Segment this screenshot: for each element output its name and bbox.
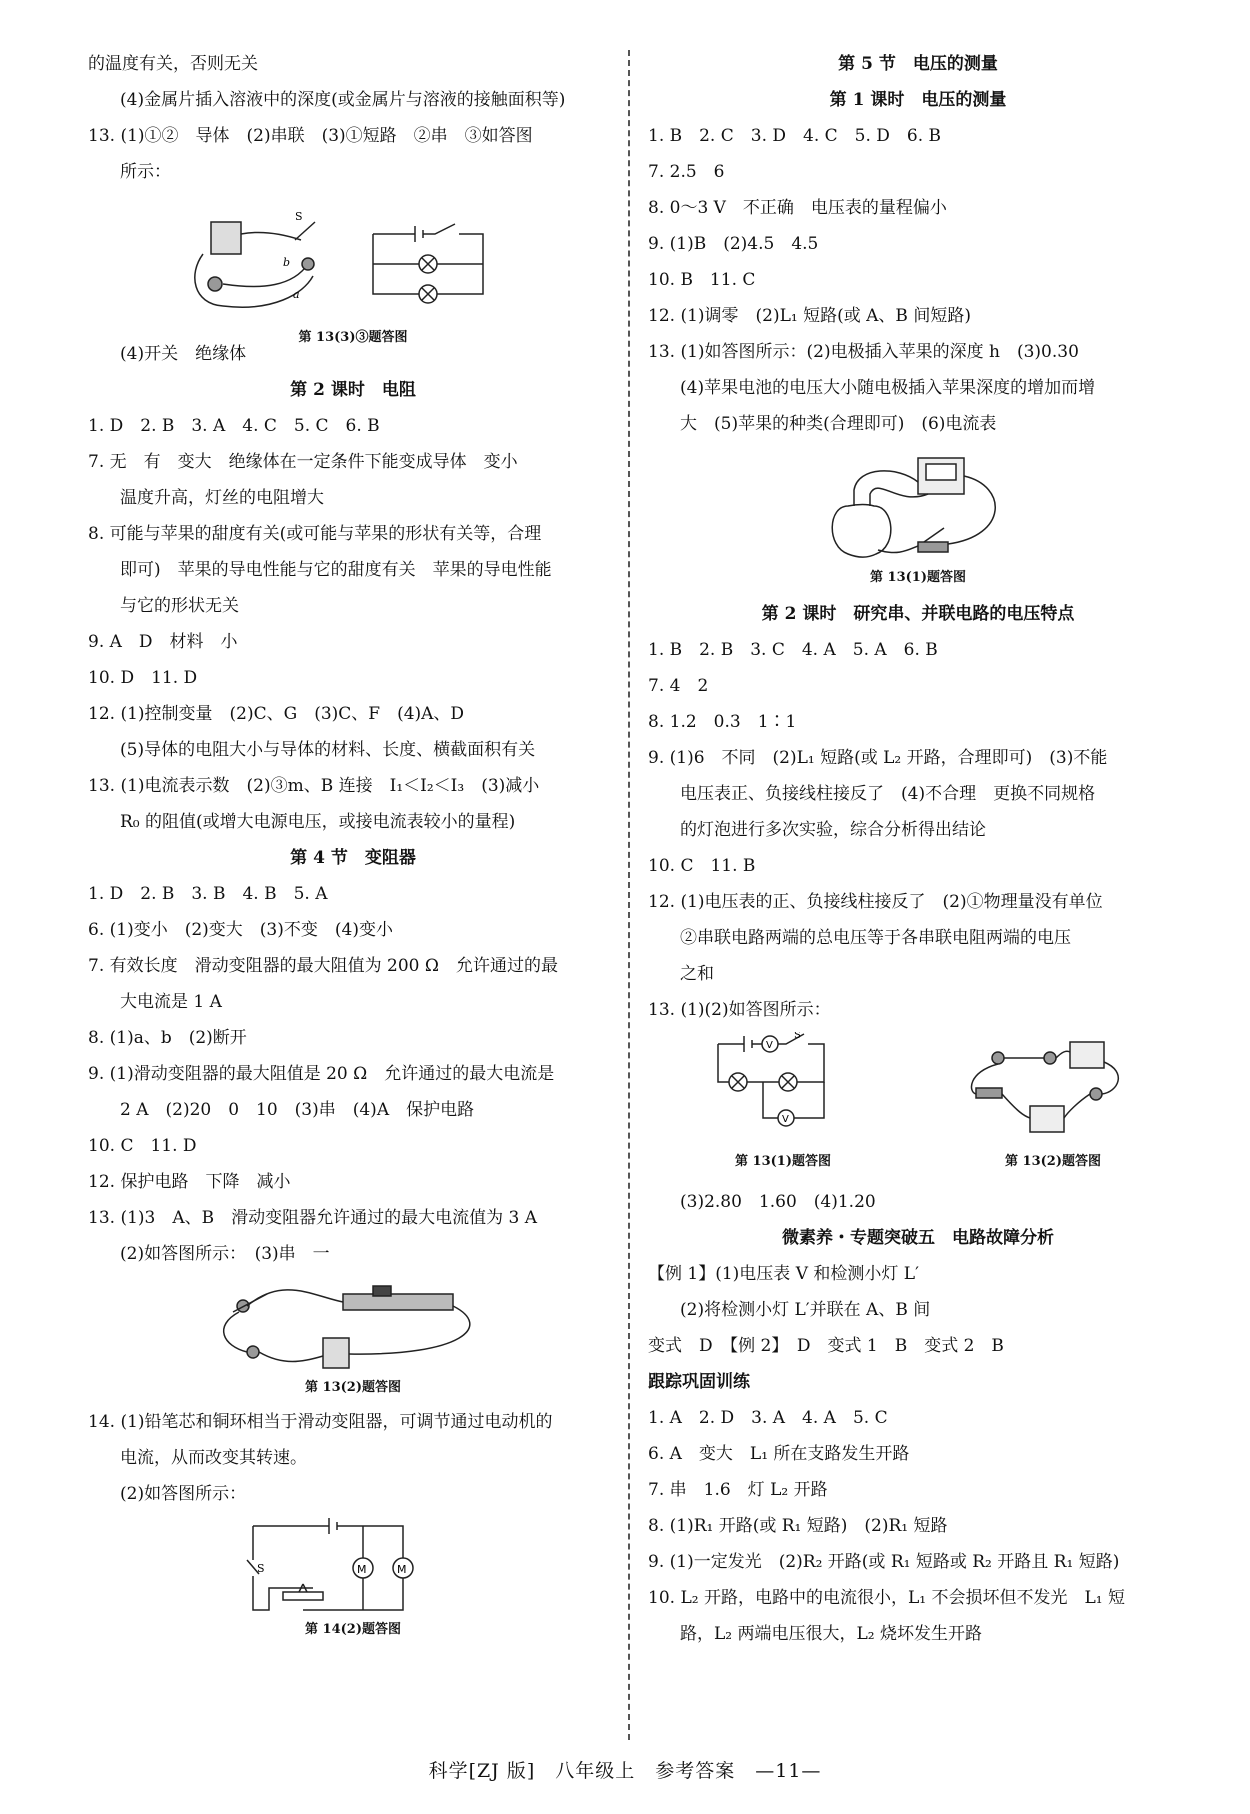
text-line: 温度升高，灯丝的电阻增大 bbox=[120, 488, 324, 508]
text-line: 8. (1)R₁ 开路(或 R₁ 短路) (2)R₁ 短路 bbox=[648, 1516, 948, 1536]
figure-13-1-2-voltage bbox=[648, 1032, 1188, 1182]
page-footer: 科学[ZJ 版] 八年级上 参考答案 —11— bbox=[428, 1760, 822, 1782]
text-line: (3)2.80 1.60 (4)1.20 bbox=[680, 1192, 876, 1212]
text-line: 8. 1.2 0.3 1∶1 bbox=[648, 712, 797, 732]
text-line: 路，L₂ 两端电压很大，L₂ 烧坏发生开路 bbox=[680, 1624, 983, 1644]
text-line: 13. (1)电流表示数 (2)③m、B 连接 I₁＜I₂＜I₃ (3)减小 bbox=[88, 776, 540, 796]
text-line: 7. 无 有 变大 绝缘体在一定条件下能变成导体 变小 bbox=[88, 452, 518, 472]
text-line: 7. 有效长度 滑动变阻器的最大阻值为 200 Ω 允许通过的最 bbox=[88, 956, 558, 976]
text-line: 9. A D 材料 小 bbox=[88, 632, 238, 652]
text-line: 7. 4 2 bbox=[648, 676, 709, 696]
text-line: 10. D 11. D bbox=[88, 668, 198, 688]
rheostat-circuit-icon bbox=[203, 1276, 503, 1376]
text-line: 变式 D 【例 2】 D 变式 1 B 变式 2 B bbox=[648, 1336, 1004, 1356]
figure-13-2-rheostat bbox=[88, 1276, 618, 1402]
text-line: ②串联电路两端的总电压等于各串联电阻两端的电压 bbox=[680, 928, 1071, 948]
text-line: 9. (1)6 不同 (2)L₁ 短路(或 L₂ 开路，合理即可) (3)不能 bbox=[648, 748, 1108, 768]
figure-caption: 第 13(3)③题答图 bbox=[298, 330, 408, 345]
text-line: (2)如答图所示： (3)串 一 bbox=[120, 1244, 330, 1264]
text-line: 即可) 苹果的导电性能与它的甜度有关 苹果的导电性能 bbox=[120, 560, 552, 580]
text-line: 12. 保护电路 下降 减小 bbox=[88, 1172, 291, 1192]
text-line: 1. B 2. C 3. D 4. C 5. D 6. B bbox=[648, 126, 942, 146]
section-heading: 第 2 课时 研究串、并联电路的电压特点 bbox=[761, 604, 1075, 624]
figure-caption: 第 14(2)题答图 bbox=[305, 1622, 401, 1637]
figure-caption: 第 13(1)题答图 bbox=[870, 570, 966, 585]
text-line: 大 (5)苹果的种类(合理即可) (6)电流表 bbox=[680, 414, 997, 434]
svg-text:V: V bbox=[766, 1040, 773, 1051]
text-line: (4)金属片插入溶液中的深度(或金属片与溶液的接触面积等) bbox=[120, 90, 566, 110]
text-line: 1. A 2. D 3. A 4. A 5. C bbox=[648, 1408, 888, 1428]
figure-14-2 bbox=[88, 1516, 618, 1646]
text-line: 13. (1)①② 导体 (2)串联 (3)①短路 ②串 ③如答图 bbox=[88, 126, 533, 146]
section-heading: 第 4 节 变阻器 bbox=[290, 848, 416, 868]
text-line: 9. (1)滑动变阻器的最大阻值是 20 Ω 允许通过的最大电流是 bbox=[88, 1064, 555, 1084]
text-line: 8. (1)a、b (2)断开 bbox=[88, 1028, 247, 1048]
text-line: 14. (1)铅笔芯和铜环相当于滑动变阻器，可调节通过电动机的 bbox=[88, 1412, 553, 1432]
svg-text:a: a bbox=[293, 288, 300, 301]
text-line: R₀ 的阻值(或增大电源电压，或接电流表较小的量程) bbox=[120, 812, 516, 832]
text-line: 8. 可能与苹果的甜度有关(或可能与苹果的形状有关等，合理 bbox=[88, 524, 542, 544]
text-line: 12. (1)调零 (2)L₁ 短路(或 A、B 间短路) bbox=[648, 306, 971, 326]
svg-text:M: M bbox=[357, 1563, 367, 1576]
svg-text:S: S bbox=[794, 1032, 801, 1041]
text-line: 之和 bbox=[680, 964, 714, 984]
figure-caption: 第 13(2)题答图 bbox=[305, 1380, 401, 1395]
section-heading: 微素养・专题突破五 电路故障分析 bbox=[782, 1228, 1054, 1248]
text-line: 13. (1)(2)如答图所示： bbox=[648, 1000, 831, 1020]
svg-text:V: V bbox=[782, 1114, 789, 1125]
section-heading: 第 1 课时 电压的测量 bbox=[829, 90, 1007, 110]
text-line: 7. 串 1.6 灯 L₂ 开路 bbox=[648, 1480, 828, 1500]
text-line: (4)苹果电池的电压大小随电极插入苹果深度的增加而增 bbox=[680, 378, 1096, 398]
text-line: 13. (1)如答图所示：(2)电极插入苹果的深度 h (3)0.30 bbox=[648, 342, 1079, 362]
practice-heading: 跟踪巩固训练 bbox=[648, 1372, 750, 1392]
text-line: 电压表正、负接线柱接反了 (4)不合理 更换不同规格 bbox=[680, 784, 1096, 804]
text-line: 12. (1)控制变量 (2)C、G (3)C、F (4)A、D bbox=[88, 704, 465, 724]
text-line: 6. (1)变小 (2)变大 (3)不变 (4)变小 bbox=[88, 920, 393, 940]
text-line: 的灯泡进行多次实验，综合分析得出结论 bbox=[680, 820, 986, 840]
text-line: 1. D 2. B 3. A 4. C 5. C 6. B bbox=[88, 416, 380, 436]
svg-text:b: b bbox=[283, 256, 291, 269]
text-line: 10. C 11. D bbox=[88, 1136, 197, 1156]
section-heading: 第 5 节 电压的测量 bbox=[838, 54, 998, 74]
text-line: 的温度有关，否则无关 bbox=[88, 54, 258, 74]
text-line: 13. (1)3 A、B 滑动变阻器允许通过的最大电流值为 3 A bbox=[88, 1208, 538, 1228]
text-line: (4)开关 绝缘体 bbox=[120, 344, 247, 364]
text-line: 大电流是 1 A bbox=[120, 992, 222, 1012]
text-line: 1. D 2. B 3. B 4. B 5. A bbox=[88, 884, 328, 904]
section-heading: 第 2 课时 电阻 bbox=[290, 380, 416, 400]
text-line: (2)将检测小灯 L′并联在 A、B 间 bbox=[680, 1300, 931, 1320]
text-line: 8. 0～3 V 不正确 电压表的量程偏小 bbox=[648, 198, 947, 218]
text-line: 电流，从而改变其转速。 bbox=[120, 1448, 307, 1468]
text-line: 9. (1)B (2)4.5 4.5 bbox=[648, 234, 819, 254]
svg-text:M: M bbox=[397, 1563, 407, 1576]
motor-circuit-icon bbox=[233, 1516, 473, 1618]
text-line: (2)如答图所示： bbox=[120, 1484, 247, 1504]
text-line: 所示： bbox=[120, 162, 171, 182]
text-line: 7. 2.5 6 bbox=[648, 162, 725, 182]
series-voltmeter-schematic-icon bbox=[708, 1032, 838, 1150]
text-line: 9. (1)一定发光 (2)R₂ 开路(或 R₁ 短路或 R₂ 开路且 R₁ 短路) bbox=[648, 1552, 1120, 1572]
text-line: 1. B 2. B 3. C 4. A 5. A 6. B bbox=[648, 640, 938, 660]
right-column bbox=[648, 46, 1188, 1652]
apple-battery-icon bbox=[818, 446, 1018, 566]
text-line: 与它的形状无关 bbox=[120, 596, 239, 616]
text-line: (5)导体的电阻大小与导体的材料、长度、横截面积有关 bbox=[120, 740, 536, 760]
svg-text:S: S bbox=[295, 210, 303, 223]
text-line: 6. A 变大 L₁ 所在支路发生开路 bbox=[648, 1444, 910, 1464]
text-line: 10. B 11. C bbox=[648, 270, 756, 290]
text-line: 2 A (2)20 0 10 (3)串 (4)A 保护电路 bbox=[120, 1100, 475, 1120]
left-column bbox=[88, 46, 618, 1648]
column-divider bbox=[628, 50, 630, 1740]
figure-caption: 第 13(1)题答图 bbox=[735, 1154, 831, 1169]
text-line: 【例 1】(1)电压表 V 和检测小灯 L′ bbox=[648, 1264, 919, 1284]
figure-13-1-apple bbox=[648, 446, 1188, 594]
svg-text:S: S bbox=[257, 1562, 265, 1575]
circuit-diagram-icon bbox=[183, 194, 523, 326]
text-line: 12. (1)电压表的正、负接线柱接反了 (2)①物理量没有单位 bbox=[648, 892, 1103, 912]
text-line: 10. C 11. B bbox=[648, 856, 756, 876]
figure-caption: 第 13(2)题答图 bbox=[1005, 1154, 1101, 1169]
figure-13-3-3 bbox=[88, 194, 618, 345]
text-line: 10. L₂ 开路，电路中的电流很小，L₁ 不会损坏但不发光 L₁ 短 bbox=[648, 1588, 1125, 1608]
voltage-experiment-sketch-icon bbox=[958, 1032, 1128, 1150]
